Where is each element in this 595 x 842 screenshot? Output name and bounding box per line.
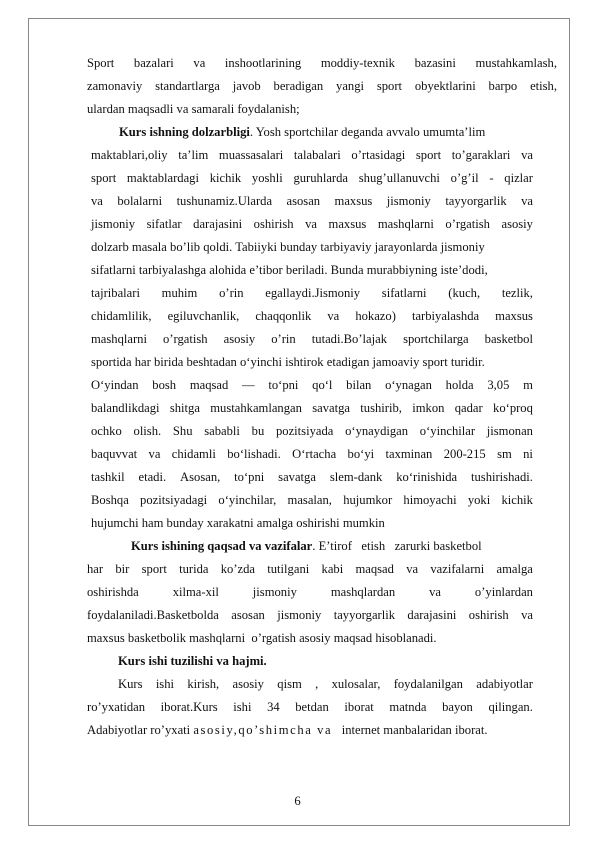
text-run: sifatlarni tarbiyalashga alohida e’tibor beriladi. Bunda murabbiyning iste’dodi, xyxy=(91,263,488,277)
word: tashkil xyxy=(91,470,125,484)
word: etadi. xyxy=(138,470,167,484)
word: shitga xyxy=(169,401,200,415)
bold-heading: Kurs ishining qaqsad va vazifalar xyxy=(131,539,313,553)
word: oshirish xyxy=(253,217,294,231)
word: o’yinlardan xyxy=(474,585,533,599)
text-line xyxy=(91,171,533,185)
word: bosh xyxy=(152,378,177,392)
word: kirish, xyxy=(187,677,220,691)
word: etish, xyxy=(530,79,557,93)
word: sportchilarga xyxy=(403,332,469,346)
word: mustahkamlangan xyxy=(210,401,302,415)
word: , xyxy=(315,677,319,691)
word: balandlikdagi xyxy=(91,401,160,415)
text-run: dolzarb masala bo’lib qoldi. Tabiiyki bunday tarbiyaviy jarayonlarda jismoniy xyxy=(91,240,485,254)
word: ko‘proq xyxy=(493,401,533,415)
word: muassasalari xyxy=(218,148,284,162)
text-run: hujumchi ham bunday xarakatni amalga oshirishi mumkin xyxy=(91,516,385,530)
word: ishi xyxy=(155,677,175,691)
word: pozitsiyadagi xyxy=(140,493,208,507)
word: iborat.Kurs xyxy=(160,700,218,714)
word: adabiyotlar xyxy=(476,677,533,691)
word: chaqqonlik xyxy=(255,309,312,323)
word: va xyxy=(327,309,340,323)
word: o‘ynagan xyxy=(385,378,432,392)
text-line xyxy=(91,309,533,323)
word: jismoniy xyxy=(386,194,431,208)
word: sport xyxy=(141,562,167,576)
word: foydalanilgan xyxy=(393,677,463,691)
text-line xyxy=(91,424,533,438)
word: tarbiyalashda xyxy=(411,309,480,323)
word: o’rtasidagi xyxy=(351,148,406,162)
word: maxsus xyxy=(495,309,533,323)
word: (kuch, xyxy=(448,286,481,300)
word: bazalari xyxy=(133,56,174,70)
word: ko’zda xyxy=(220,562,255,576)
text-line xyxy=(87,585,533,599)
word: egallaydi.Jismoniy xyxy=(265,286,361,300)
word: qism xyxy=(277,677,302,691)
word: tushirishadi. xyxy=(471,470,533,484)
word: asosiy xyxy=(501,217,533,231)
word: mashqlarni xyxy=(377,217,434,231)
word: himoyachi xyxy=(403,493,457,507)
word: bo‘lishadi. xyxy=(227,447,281,461)
word: mustahkamlash, xyxy=(475,56,557,70)
text-line xyxy=(91,263,533,277)
word: maktablari,oliy xyxy=(91,148,168,162)
word: chidamli xyxy=(171,447,216,461)
word: obyektlarini xyxy=(414,79,476,93)
text-line xyxy=(87,631,533,645)
word: va xyxy=(193,56,206,70)
word: bilan xyxy=(346,378,372,392)
word: darajasini xyxy=(193,217,243,231)
word: 3,05 xyxy=(487,378,510,392)
word: holda xyxy=(445,378,474,392)
text-line xyxy=(87,608,533,622)
word: Asosan, xyxy=(180,470,221,484)
word: 200-215 xyxy=(443,447,486,461)
text-line xyxy=(87,700,533,714)
word: ta’lim xyxy=(178,148,209,162)
word: asosiy xyxy=(232,677,264,691)
word: jismonan xyxy=(486,424,533,438)
word: bayon xyxy=(442,700,473,714)
word: beradigan xyxy=(273,79,324,93)
word: Kurs xyxy=(118,677,143,691)
page-number: 6 xyxy=(294,794,301,808)
word: ko‘rinishida xyxy=(396,470,458,484)
word: ni xyxy=(523,447,533,461)
text-line xyxy=(91,240,533,254)
word: oshirishda xyxy=(87,585,139,599)
word: talabalari xyxy=(293,148,341,162)
word: to‘pni xyxy=(234,470,265,484)
word: bu xyxy=(251,424,265,438)
word: to‘pni xyxy=(268,378,299,392)
word: barpo xyxy=(488,79,518,93)
text-line xyxy=(131,539,533,553)
text-line xyxy=(91,332,533,346)
word: qilingan. xyxy=(488,700,533,714)
text-line xyxy=(91,470,533,484)
word: sport xyxy=(91,171,117,185)
word: oshirish xyxy=(468,608,509,622)
word: kichik xyxy=(501,493,533,507)
word: sport xyxy=(376,79,403,93)
word: inshootlarining xyxy=(224,56,302,70)
word: maqsad xyxy=(189,378,229,392)
word: moddiy-texnik xyxy=(320,56,395,70)
word: o‘yinchilar, xyxy=(218,493,277,507)
word: maxsus xyxy=(328,217,367,231)
text-run: ulardan maqsadli va samarali foydalanish; xyxy=(87,102,300,116)
word: maktablardagi xyxy=(126,171,199,185)
word: har xyxy=(87,562,104,576)
word: tutilgani xyxy=(267,562,310,576)
word: pozitsiyada xyxy=(276,424,334,438)
word: guruhlarda xyxy=(293,171,349,185)
word: — xyxy=(242,378,255,392)
word: basketbol xyxy=(484,332,533,346)
word: O‘yindan xyxy=(91,378,139,392)
word: kabi xyxy=(321,562,344,576)
word: Boshqa xyxy=(91,493,129,507)
text-line xyxy=(91,148,533,162)
word: baquvvat xyxy=(91,447,138,461)
word: tayyorgarlik xyxy=(333,608,396,622)
text-line xyxy=(87,723,533,737)
text-line xyxy=(87,79,557,93)
word: mashqlardan xyxy=(330,585,396,599)
word: - xyxy=(489,171,494,185)
text-run: internet manbalaridan iborat. xyxy=(332,723,488,737)
word: to’garaklari xyxy=(451,148,511,162)
text-run: maxsus basketbolik mashqlarni o’rgatish asosiy maqsad hisoblanadi. xyxy=(87,631,437,645)
word: o’g’il xyxy=(450,171,479,185)
word: maxsus xyxy=(334,194,373,208)
word: shug’ullanuvchi xyxy=(358,171,440,185)
word: darajasini xyxy=(407,608,457,622)
text-line xyxy=(91,378,533,392)
word: tushunamiz.Ularda xyxy=(176,194,273,208)
word: asosan xyxy=(231,608,265,622)
word: qo‘l xyxy=(312,378,333,392)
word: sm xyxy=(497,447,512,461)
word: asosan xyxy=(286,194,321,208)
word: sport xyxy=(415,148,442,162)
word: va xyxy=(521,148,533,162)
text-line xyxy=(87,102,557,116)
text-line xyxy=(91,355,533,369)
word: maqsad xyxy=(355,562,394,576)
word: yangi xyxy=(336,79,365,93)
word: slem-dank xyxy=(329,470,383,484)
text-line xyxy=(91,286,533,300)
word: hokazo) xyxy=(355,309,396,323)
text-run: Adabiyotlar ro’yxati xyxy=(87,723,194,737)
word: va xyxy=(521,608,533,622)
word: zamonaviy xyxy=(87,79,143,93)
text-line xyxy=(91,447,533,461)
word: va xyxy=(148,447,161,461)
text-run: . Yosh sportchilar deganda avvalo umumta’lim xyxy=(249,125,486,139)
word: qizlar xyxy=(504,171,533,185)
word: amalga xyxy=(496,562,533,576)
word: va xyxy=(91,194,103,208)
word: standartlarga xyxy=(155,79,220,93)
word: Shu xyxy=(172,424,193,438)
word: va xyxy=(429,585,441,599)
word: bazasini xyxy=(414,56,456,70)
word: yoshli xyxy=(251,171,283,185)
word: tushirib, xyxy=(360,401,402,415)
word: xulosalar, xyxy=(331,677,381,691)
bold-heading: Kurs ishi tuzilishi va hajmi. xyxy=(118,654,267,668)
word: tayyorgarlik xyxy=(445,194,507,208)
word: o’rgatish xyxy=(445,217,490,231)
word: va xyxy=(305,217,317,231)
word: chidamlilik, xyxy=(91,309,152,323)
word: tajribalari xyxy=(91,286,140,300)
word: tutadi.Bo’lajak xyxy=(311,332,387,346)
text-line xyxy=(91,516,533,530)
word: m xyxy=(523,378,533,392)
text-line xyxy=(118,677,533,691)
word: ochko xyxy=(91,424,122,438)
word: qadar xyxy=(454,401,483,415)
text-line xyxy=(91,493,533,507)
text-run: . E’tirof etish zarurki basketbol xyxy=(312,539,482,553)
word: ro’yxatidan xyxy=(87,700,146,714)
word: javob xyxy=(232,79,261,93)
text-line xyxy=(91,194,533,208)
word: imkon xyxy=(412,401,445,415)
word: bir xyxy=(115,562,130,576)
word: 34 xyxy=(267,700,280,714)
word: Sport xyxy=(87,56,115,70)
word: turida xyxy=(179,562,209,576)
word: o‘ynaydigan xyxy=(345,424,409,438)
word: bolalarni xyxy=(117,194,163,208)
text-run: asosiy,qo’shimcha va xyxy=(193,723,333,737)
word: tezlik, xyxy=(501,286,533,300)
word: savatga xyxy=(312,401,350,415)
text-line xyxy=(119,125,533,139)
word: o’rgatish xyxy=(163,332,208,346)
word: o‘yinchilar xyxy=(419,424,476,438)
word: ishi xyxy=(233,700,252,714)
word: egiluvchanlik, xyxy=(167,309,240,323)
text-line xyxy=(91,401,533,415)
text-run: sportida har birida beshtadan o‘yinchi ishtirok etadigan jamoaviy sport turidir. xyxy=(91,355,485,369)
word: asosiy xyxy=(223,332,256,346)
word: foydalaniladi.Basketbolda xyxy=(87,608,219,622)
bold-heading: Kurs ishning dolzarbligi xyxy=(119,125,250,139)
word: sifatlarni xyxy=(381,286,427,300)
word: va xyxy=(406,562,419,576)
word: jismoniy xyxy=(91,217,136,231)
word: O‘rtacha xyxy=(292,447,337,461)
word: sababli xyxy=(204,424,240,438)
word: jismoniy xyxy=(277,608,322,622)
word: muhim xyxy=(161,286,198,300)
word: kichik xyxy=(209,171,242,185)
word: o’rin xyxy=(271,332,296,346)
word: yoki xyxy=(467,493,491,507)
word: taxminan xyxy=(385,447,433,461)
word: masalan, xyxy=(287,493,332,507)
word: betdan xyxy=(295,700,329,714)
word: iborat xyxy=(344,700,374,714)
text-line xyxy=(91,217,533,231)
word: xilma-xil xyxy=(172,585,219,599)
word: bo‘yi xyxy=(347,447,375,461)
word: hujumkor xyxy=(343,493,393,507)
word: mashqlarni xyxy=(91,332,147,346)
word: va xyxy=(521,194,533,208)
text-line xyxy=(87,562,533,576)
word: o’rin xyxy=(219,286,244,300)
word: jismoniy xyxy=(252,585,297,599)
word: matnda xyxy=(389,700,427,714)
text-line xyxy=(87,56,557,70)
word: vazifalarni xyxy=(430,562,485,576)
word: savatga xyxy=(278,470,316,484)
word: sifatlar xyxy=(146,217,182,231)
word: olish. xyxy=(133,424,162,438)
text-line xyxy=(118,654,418,668)
